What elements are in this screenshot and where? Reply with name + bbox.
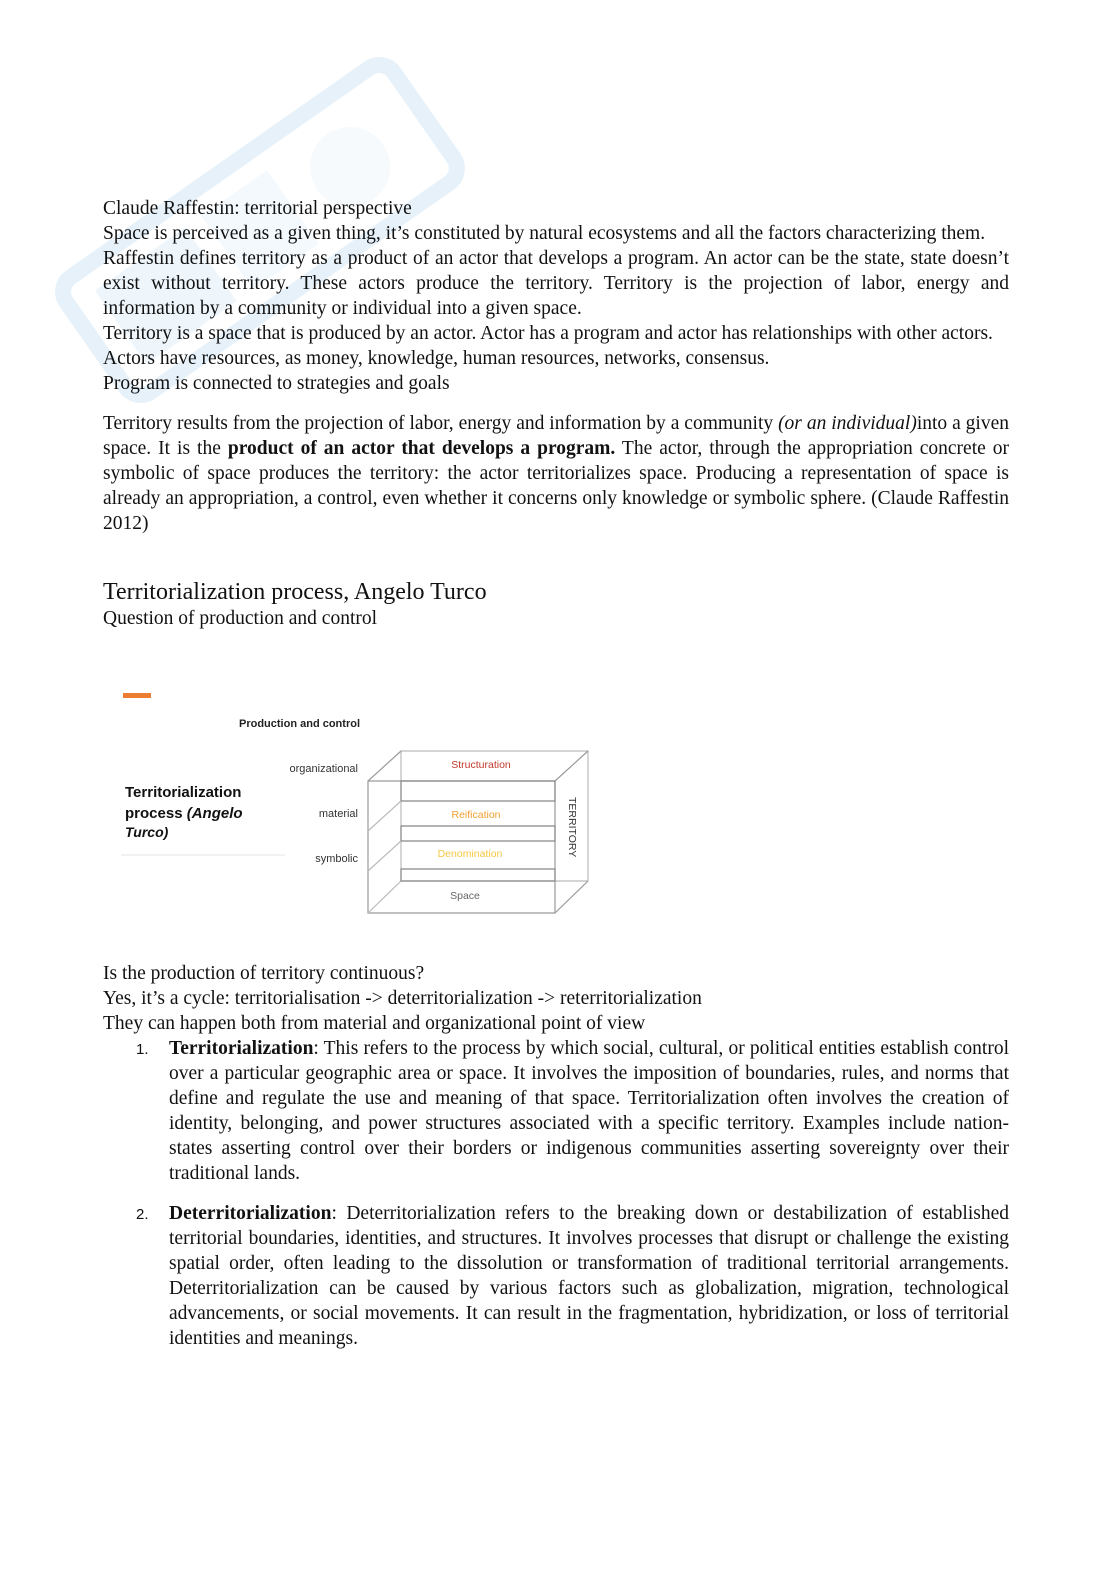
list-term: Deterritorialization [169,1203,332,1224]
cube-edge-bl [368,881,401,913]
list-number: 2. [136,1206,149,1223]
row-label-symbolic: symbolic [315,853,358,865]
cube-edge-tr [555,751,588,781]
list-item [103,1036,1009,1186]
diagram-title-line2 [125,805,243,822]
row-label-material: material [318,808,358,820]
section-subtitle: Question of production and control [103,608,378,629]
quote-text-3: The actor, through the appropriation concrete or symbolic of space produces the territory: the actor territorializes space. Producing a representation of space is already an appropriation, a control, even whether it concerns only knowledge or symbolic sphere. (Claude Raffestin 2012) [103,438,1009,534]
territorialization-figure [103,631,1009,961]
territorialization-diagram [103,631,623,961]
layer-slab-1 [401,781,555,801]
cube-edge-br [555,881,588,913]
layer-space: Space [450,890,480,902]
layer-reification: Reification [451,809,501,821]
quote-paragraph [103,411,1009,536]
list-text: : This refers to the process by which social, cultural, or political entities establish control over a particular geographic area or space. It involves the imposition of boundaries, rules, and norms that define and regulate the use and meaning of that space. Territorialization often involves the creation of identity, belonging, and power structures associated with a specific territory. Examples include nation-states asserting control over their borders or indigenous communities asserting sovereignty over their traditional lands. [169,1038,1009,1184]
paragraph-territory-definition: Raffestin defines territory as a product of an actor that develops a program. An actor can be the state, state doesn’t exist without territory. These actors produce the territory. Territory is the projection of labor, energy and information by a community or individual into a given space. [103,248,1009,319]
side-label-territory: TERRITORY [566,797,578,858]
list-term: Territorialization [169,1038,314,1059]
diagram-title-line3: Turco) [125,824,169,840]
paragraph-program: Program is connected to strategies and goals [103,373,450,394]
diagram-title-line1: Territorialization [125,784,242,801]
layer-diag-2 [368,841,401,871]
section-title-turco: Territorialization process, Angelo Turco [103,579,487,605]
diagram-title-process: process [125,805,187,822]
diagram-title-author: (Angelo [186,805,243,822]
quote-text-1: Territory results from the projection of labor, energy and information by a community [103,413,779,434]
definition-list [103,1036,1009,1351]
accent-bar [123,693,151,698]
layer-denomination: Denomination [437,848,503,860]
section-heading-raffestin: Claude Raffestin: territorial perspective [103,198,412,219]
layer-diag-1 [368,801,401,831]
list-item [103,1201,1009,1351]
list-number: 1. [136,1041,149,1058]
territory-cube [368,751,588,913]
question-continuous: Is the production of territory continuous? [103,963,425,984]
list-text: : Deterritorialization refers to the breaking down or destabilization of established territorial boundaries, identities, and structures. It involves processes that disrupt or challenge the existing spatial order, often leading to the dissolution or transformation of traditional territorial arrangements. Deterritorialization can be caused by various factors such as globalization, migration, technological advancements, or social movements. It can result in the fragmentation, hybridization, or loss of territorial identities and meanings. [169,1203,1009,1349]
layer-slab-3 [401,869,555,881]
row-label-organizational: organizational [289,763,358,775]
answer-material: They can happen both from material and organizational point of view [103,1013,646,1034]
layer-structuration: Structuration [451,759,511,771]
quote-text-2: into a given space. It is the [103,413,1009,459]
quote-bold: product of an actor that develops a program. [227,438,616,459]
document-page [103,196,1009,1351]
paragraph-actor: Territory is a space that is produced by an actor. Actor has a program and actor has relationships with other actors. Actors have resources, as money, knowledge, human resources, networks, consensus. [103,323,993,369]
paragraph-space: Space is perceived as a given thing, it’s constituted by natural ecosystems and all the factors characterizing them. [103,223,986,244]
diagram-header: Production and control [239,718,360,730]
answer-cycle: Yes, it’s a cycle: territorialisation -> deterritorialization -> reterritorialization [103,988,702,1009]
cube-edge-tl [368,751,401,781]
quote-italic: (or an individual) [778,413,917,434]
layer-slab-2 [401,826,555,841]
